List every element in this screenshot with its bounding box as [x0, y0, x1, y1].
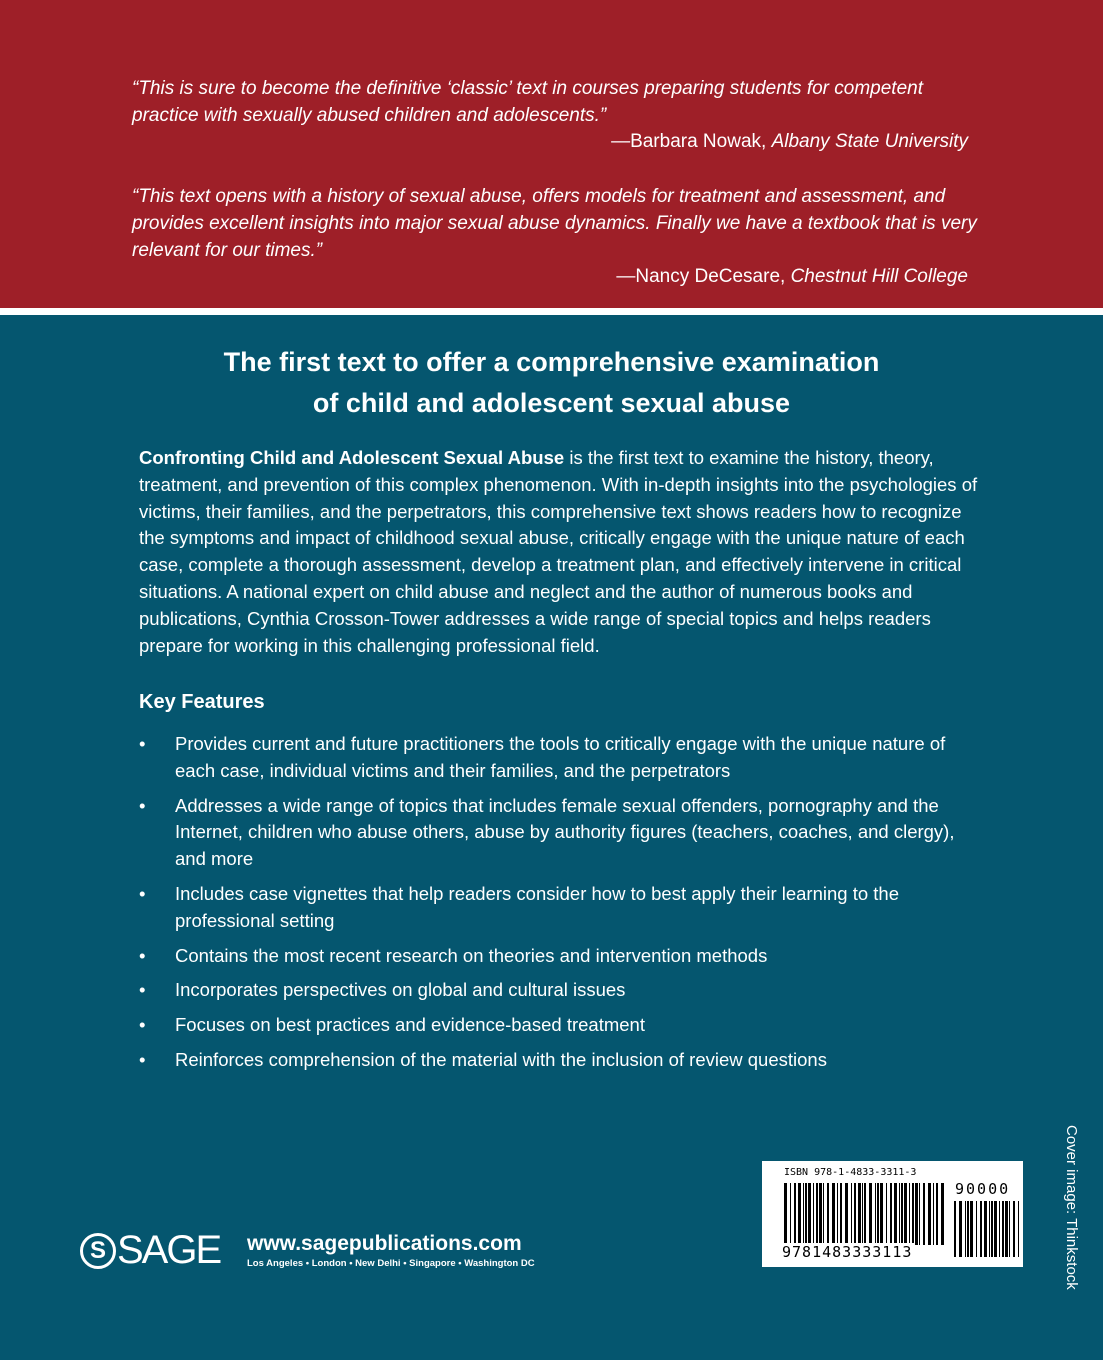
- isbn-text: ISBN 978-1-4833-3311-3: [784, 1167, 917, 1178]
- barcode-bar: [790, 1183, 791, 1245]
- bullet-icon: •: [139, 882, 146, 904]
- barcode-bar: [980, 1201, 982, 1257]
- key-feature-text: Addresses a wide range of topics that includes female sexual offenders, pornography and the Internet, children who abuse others, abuse by authority figures (teachers, coaches, and clergy), and more: [175, 794, 955, 870]
- barcode-bar: [915, 1183, 918, 1245]
- barcode-bar: [851, 1183, 852, 1245]
- barcode-bar: [816, 1183, 818, 1245]
- barcode-bar: [1018, 1201, 1019, 1257]
- barcode-bar: [890, 1183, 892, 1245]
- barcode-bar: [798, 1183, 801, 1245]
- key-feature-text: Contains the most recent research on theories and intervention methods: [175, 944, 768, 966]
- publisher-url: www.sagepublications.com: [247, 1232, 522, 1255]
- barcode-bar: [805, 1183, 807, 1245]
- barcode-bar: [894, 1183, 897, 1245]
- barcode-bar: [912, 1183, 914, 1245]
- barcode-bar: [923, 1183, 925, 1245]
- isbn-barcode: [762, 1161, 1023, 1267]
- barcode-bar: [954, 1201, 956, 1257]
- barcode-number: 9781483333113: [782, 1243, 913, 1261]
- barcode-addon-bars: [954, 1201, 1019, 1257]
- quote-1: “This is sure to become the definitive ‘classic’ text in courses preparing students for competent practice with sexually abused children and adolescents.”: [132, 78, 923, 126]
- barcode-bars: [784, 1183, 944, 1245]
- barcode-price: 90000: [955, 1180, 1011, 1198]
- barcode-bar: [965, 1201, 966, 1257]
- publisher-cities: Los Angeles • London • New Delhi • Singapore • Washington DC: [247, 1258, 535, 1269]
- sage-logo-text: SAGE: [117, 1228, 221, 1272]
- key-feature-text: Provides current and future practitioners the tools to critically engage with the unique nature of each case, individual victims and their families, and the perpetrators: [175, 733, 946, 781]
- quote-affiliation: Albany State University: [771, 131, 968, 152]
- barcode-bar: [837, 1183, 838, 1245]
- barcode-bar: [854, 1183, 856, 1245]
- barcode-bar: [909, 1183, 910, 1245]
- barcode-bar: [928, 1183, 931, 1245]
- quote-1-attribution: [611, 128, 968, 155]
- barcode-bar: [967, 1201, 969, 1257]
- key-feature-item: [139, 731, 979, 785]
- key-feature-text: Includes case vignettes that help readers consider how to best apply their learning to the professional setting: [175, 882, 899, 931]
- barcode-bar: [901, 1183, 903, 1245]
- headline: [0, 342, 1103, 424]
- barcode-bar: [880, 1183, 883, 1245]
- barcode-bar: [899, 1183, 900, 1245]
- barcode-bar: [989, 1201, 990, 1257]
- barcode-bar: [919, 1183, 920, 1245]
- barcode-bar: [936, 1183, 938, 1245]
- barcode-bar: [976, 1201, 977, 1257]
- barcode-bar: [875, 1183, 876, 1245]
- barcode-bar: [959, 1201, 962, 1257]
- divider: [0, 308, 1103, 315]
- quote-2-attribution: [616, 263, 968, 290]
- barcode-bar: [858, 1183, 861, 1245]
- bullet-icon: •: [139, 1014, 146, 1036]
- barcode-bar: [991, 1201, 993, 1257]
- bullet-icon: •: [139, 794, 146, 816]
- bullet-icon: •: [139, 944, 146, 966]
- key-feature-item: [139, 1047, 979, 1074]
- barcode-bar: [823, 1183, 824, 1245]
- barcode-bar: [994, 1201, 997, 1257]
- barcode-bar: [808, 1183, 811, 1245]
- key-feature-item: [139, 881, 979, 935]
- barcode-bar: [784, 1183, 787, 1245]
- key-feature-item: [139, 1012, 979, 1039]
- barcode-bar: [886, 1183, 887, 1245]
- quote-affiliation: Chestnut Hill College: [790, 266, 968, 287]
- quote-2: “This text opens with a history of sexual abuse, offers models for treatment and assessment, and provides excellent insights into major sexual abuse dynamics. Finally we have a textbook that is very relevant for our times.”: [132, 186, 977, 261]
- barcode-bar: [832, 1183, 835, 1245]
- book-title: Confronting Child and Adolescent Sexual Abuse: [139, 447, 565, 468]
- key-feature-item: [139, 943, 979, 970]
- barcode-bar: [1009, 1201, 1010, 1257]
- bullet-icon: •: [139, 733, 146, 754]
- barcode-bar: [813, 1183, 814, 1245]
- description: [139, 445, 989, 659]
- barcode-bar: [933, 1183, 934, 1245]
- barcode-bar: [984, 1201, 987, 1257]
- quote-author: —Barbara Nowak,: [611, 131, 772, 152]
- key-features-list: [139, 731, 979, 1082]
- barcode-bar: [827, 1183, 829, 1245]
- key-feature-item: [139, 793, 979, 873]
- key-feature-text: Reinforces comprehension of the material with the inclusion of review questions: [175, 1048, 827, 1070]
- barcode-bar: [904, 1183, 907, 1245]
- barcode-bar: [819, 1183, 822, 1245]
- barcode-bar: [864, 1183, 866, 1245]
- key-features-title: Key Features: [139, 691, 265, 713]
- barcode-bar: [1005, 1201, 1008, 1257]
- barcode-bar: [862, 1183, 863, 1245]
- barcode-bar: [803, 1183, 804, 1245]
- key-feature-text: Incorporates perspectives on global and cultural issues: [175, 979, 626, 1001]
- headline-line-2: of child and adolescent sexual abuse: [312, 388, 791, 418]
- barcode-bar: [1013, 1201, 1015, 1257]
- sage-logo: [80, 1228, 220, 1273]
- barcode-bar: [970, 1201, 973, 1257]
- key-feature-item: [139, 977, 979, 1004]
- key-feature-text: Focuses on best practices and evidence-based treatment: [175, 1014, 645, 1036]
- headline-line-1: The first text to offer a comprehensive examination: [223, 347, 880, 377]
- barcode-bar: [794, 1183, 796, 1245]
- cover-image-credit: Cover image: Thinkstock: [1063, 1125, 1080, 1290]
- barcode-bar: [869, 1183, 872, 1245]
- quote-author: —Nancy DeCesare,: [616, 266, 791, 287]
- barcode-bar: [941, 1183, 944, 1245]
- barcode-bar: [1002, 1201, 1004, 1257]
- barcode-bar: [840, 1183, 842, 1245]
- description-text: is the first text to examine the history, theory, treatment, and prevention of this complex phenomenon. With in-depth insights into the psychologies of victims, their families, and the perpetrators, this comprehensive text shows readers how to recognize the symptoms and impact of childhood sexual abuse, critically engage with the unique nature of each case, complete a thorough assessment, develop a treatment plan, and effectively intervene in critical situations. A national expert on child abuse and neglect and the author of numerous books and publications, Cynthia Crosson-Tower addresses a wide range of special topics and helps readers prepare for working in this challenging professional field.: [139, 447, 978, 656]
- barcode-bar: [845, 1183, 848, 1245]
- barcode-bar: [999, 1201, 1000, 1257]
- bullet-icon: •: [139, 1048, 146, 1070]
- bullet-icon: •: [139, 979, 146, 1001]
- barcode-bar: [877, 1183, 879, 1245]
- sage-logo-icon: S: [80, 1233, 116, 1269]
